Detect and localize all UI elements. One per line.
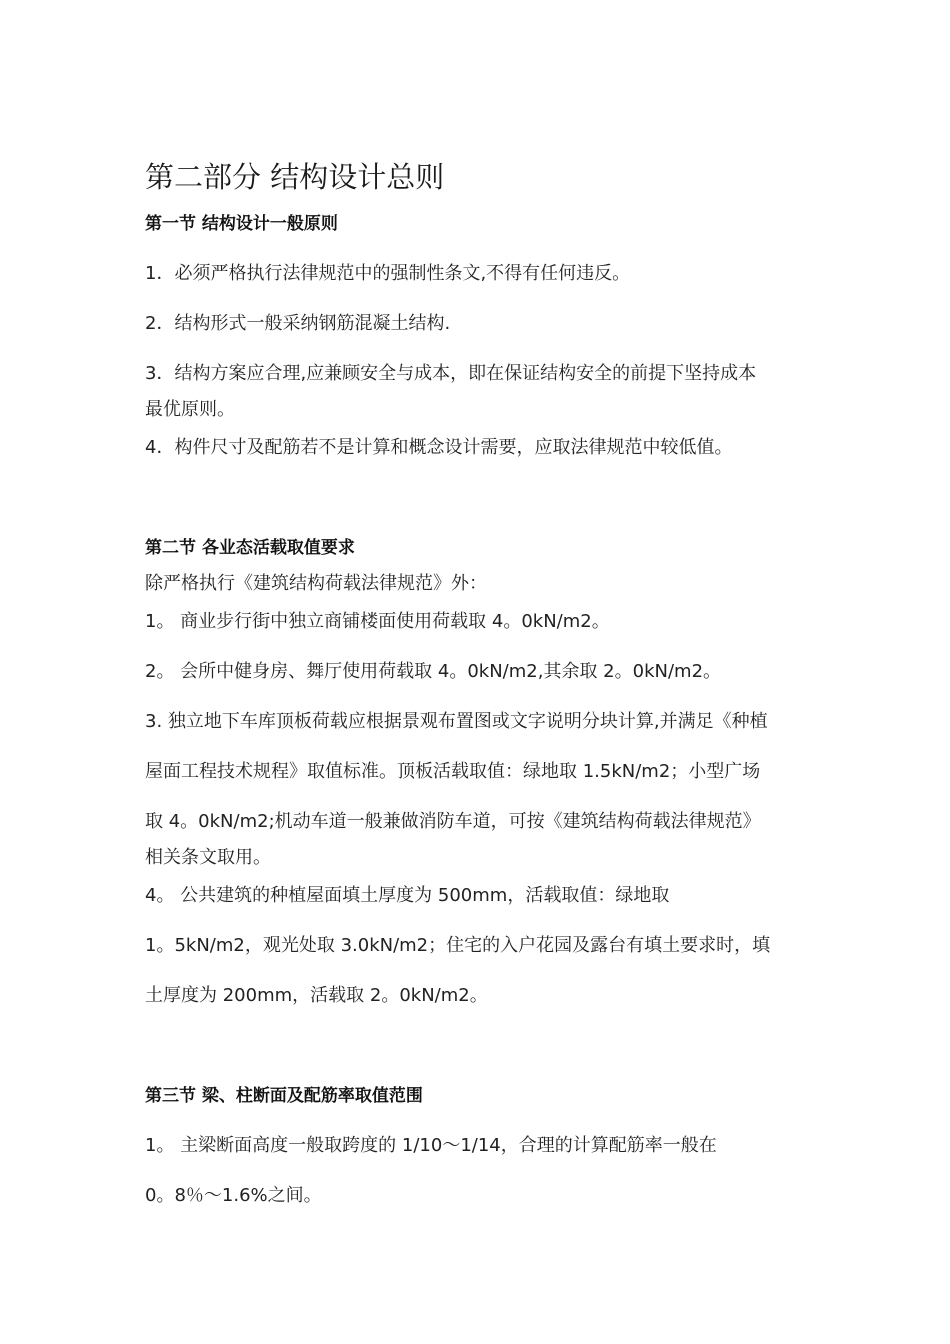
page-title: 第二部分 结构设计总则	[145, 160, 445, 194]
paragraph: 2。 会所中健身房、舞厅使用荷载取 4。0kN/m2,其余取 2。0kN/m2。	[145, 661, 722, 682]
paragraph-continuation: 最优原则。	[145, 399, 235, 420]
paragraph-continuation: 土厚度为 200mm，活载取 2。0kN/m2。	[145, 985, 488, 1006]
paragraph: 1。 商业步行街中独立商铺楼面使用荷载取 4。0kN/m2。	[145, 611, 610, 632]
paragraph: 2．结构形式一般采纳钢筋混凝土结构.	[145, 313, 451, 334]
section-heading-3: 第三节 梁、柱断面及配筋率取值范围	[145, 1086, 423, 1106]
section-heading-2: 第二节 各业态活载取值要求	[145, 538, 355, 558]
paragraph: 除严格执行《建筑结构荷载法律规范》外：	[145, 573, 487, 594]
section-heading-1: 第一节 结构设计一般原则	[145, 214, 338, 234]
paragraph-continuation: 取 4。0kN/m2;机动车道一般兼做消防车道，可按《建筑结构荷载法律规范》	[145, 811, 761, 832]
paragraph-continuation: 0。8％～1.6%之间。	[145, 1185, 322, 1206]
paragraph-continuation: 屋面工程技术规程》取值标准。顶板活载取值：绿地取 1.5kN/m2；小型广场	[145, 761, 761, 782]
paragraph: 4．构件尺寸及配筋若不是计算和概念设计需要，应取法律规范中较低值。	[145, 437, 733, 458]
paragraph: 3. 独立地下车库顶板荷载应根据景观布置图或文字说明分块计算,并满足《种植	[145, 711, 768, 732]
paragraph: 1。 主梁断面高度一般取跨度的 1/10～1/14，合理的计算配筋率一般在	[145, 1135, 717, 1156]
paragraph: 1．必须严格执行法律规范中的强制性条文,不得有任何违反。	[145, 263, 631, 284]
paragraph: 3．结构方案应合理,应兼顾安全与成本，即在保证结构安全的前提下坚持成本	[145, 363, 757, 384]
paragraph: 4。 公共建筑的种植屋面填土厚度为 500mm，活载取值：绿地取	[145, 885, 670, 906]
paragraph-continuation: 1。5kN/m2，观光处取 3.0kN/m2；住宅的入户花园及露台有填土要求时，填	[145, 935, 771, 956]
paragraph-continuation: 相关条文取用。	[145, 847, 271, 868]
